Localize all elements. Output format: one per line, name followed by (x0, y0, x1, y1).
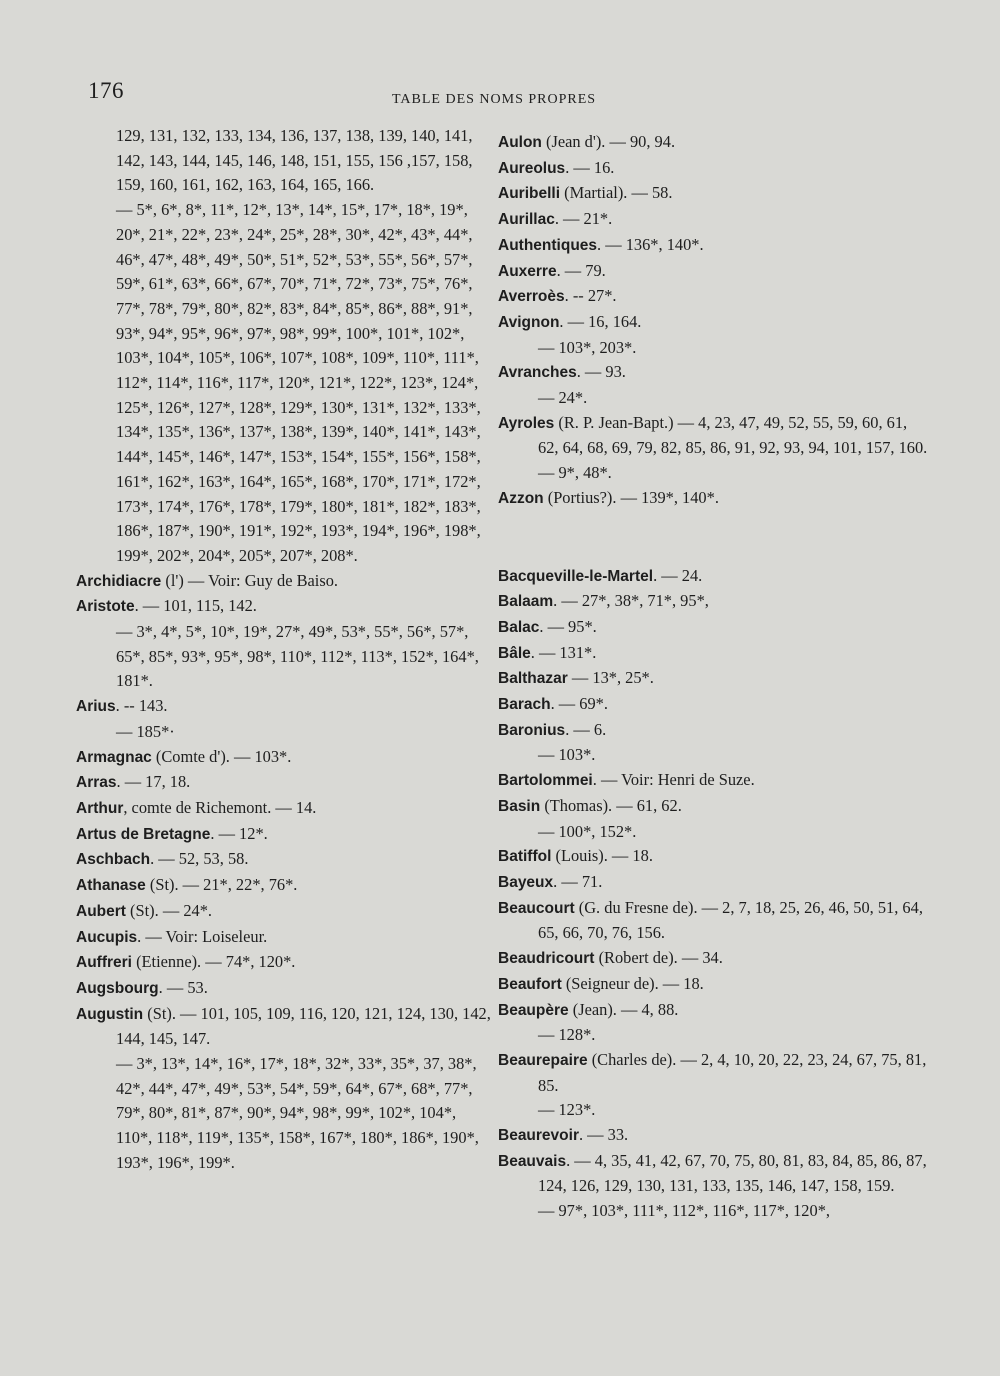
entry-references: (Jean). — 4, 88. (568, 999, 679, 1019)
entry-references: . — Voir: Henri de Suze. (592, 770, 755, 790)
entry-references: (St). — 101, 105, 109, 116, 120, 121, 124, 130, 142, 144, 145, 147. (116, 1003, 491, 1049)
entry-references: . — 95*. (539, 616, 597, 636)
index-entry (498, 1123, 928, 1149)
index-continuation (498, 461, 928, 486)
index-entry (498, 972, 928, 998)
index-entry (498, 207, 928, 233)
entry-references: — 100*, 152*. (538, 821, 637, 841)
entry-references: . — 21*. (554, 209, 613, 229)
entry-headword: Aristote (76, 598, 135, 616)
index-entry (76, 796, 496, 822)
entry-references: — 185*· (116, 721, 175, 741)
index-continuation (498, 743, 928, 768)
entry-headword: Azzon (498, 489, 544, 507)
entry-references: . — 53. (158, 977, 208, 997)
entry-references: (Charles de). — 2, 4, 10, 20, 22, 23, 24, 67, 75, 81, 85. (538, 1049, 927, 1095)
entry-headword: Artus de Bretagne (76, 825, 211, 843)
entry-references: . -- 143. (115, 696, 168, 716)
entry-references: — 103*. (538, 745, 596, 765)
entry-headword: Beaurepaire (498, 1051, 588, 1069)
index-entry (498, 718, 928, 744)
entry-headword: Aulon (498, 134, 542, 151)
index-continuation (76, 620, 496, 694)
entry-headword: Beaufort (498, 975, 562, 993)
index-continuation (498, 336, 928, 361)
running-head: TABLE DES NOMS PROPRES (392, 92, 597, 107)
index-continuation (498, 1199, 928, 1224)
index-entry (76, 770, 496, 796)
index-entry (498, 181, 928, 207)
index-entry (76, 569, 496, 595)
entry-references: . — 131*. (530, 642, 597, 662)
index-entry (498, 284, 928, 310)
entry-references: (Robert de). — 34. (594, 948, 723, 968)
index-entry (76, 1002, 496, 1052)
index-column-right (498, 130, 928, 1224)
entry-references: . — Voir: Loiseleur. (137, 926, 268, 946)
entry-references: — 128*. (538, 1025, 596, 1045)
index-entry (498, 486, 928, 512)
entry-headword: Bayeux (498, 873, 554, 891)
index-entry (76, 899, 496, 925)
index-entry (498, 360, 928, 386)
entry-headword: Armagnac (76, 748, 152, 766)
index-entry (76, 847, 496, 873)
entry-references: (Jean d'). — 90, 94. (541, 132, 676, 151)
entry-headword: Beauvais (498, 1152, 567, 1170)
entry-references: (Comte d'). — 103*. (151, 746, 292, 766)
entry-references: (l') — Voir: Guy de Baiso. (161, 570, 339, 590)
index-entry (76, 976, 496, 1002)
entry-references: — 3*, 13*, 14*, 16*, 17*, 18*, 32*, 33*, 35*, 37, 38*, 42*, 44*, 47*, 49*, 53*, 54*, 59*, 64*, 67*, 68*, 77*, 79*, 80*, 81*, 87*, 90*, 94*, 98*, 99*, 102*, 104*, 110*, 118*, 119*, 135*, 158*, 167*, 180*, 186*, 190*, 193*, 196*, 199*. (116, 1054, 479, 1172)
entry-headword: Aschbach (76, 851, 151, 869)
entry-references: . — 33. (578, 1125, 629, 1145)
entry-references: (Seigneur de). — 18. (561, 973, 704, 993)
entry-references: (Etienne). — 74*, 120*. (131, 952, 296, 972)
index-column-left (76, 124, 496, 1176)
entry-headword: Archidiacre (76, 572, 162, 590)
index-entry (498, 259, 928, 285)
index-continuation (498, 820, 928, 845)
entry-references: (Thomas). — 61, 62. (540, 795, 682, 815)
entry-headword: Bacqueville-le-Martel (498, 567, 654, 585)
index-entry (498, 130, 928, 156)
entry-headword: Batiffol (498, 848, 552, 866)
index-continuation (498, 386, 928, 411)
entry-headword: Balthazar (498, 670, 568, 688)
index-entry (498, 870, 928, 896)
index-entry (76, 694, 496, 720)
entry-references: — 24*. (538, 388, 588, 408)
index-entry (76, 745, 496, 771)
entry-references: . — 101, 115, 142. (134, 596, 257, 616)
index-entry (498, 692, 928, 718)
entry-references: — 9*, 48*. (538, 463, 612, 483)
entry-references: (St). — 24*. (125, 900, 213, 920)
entry-references: (G. du Fresne de). — 2, 7, 18, 25, 26, 46, 50, 51, 64, 65, 66, 70, 76, 156. (538, 897, 923, 943)
index-entry (498, 411, 928, 461)
entry-references: . — 27*, 38*, 71*, 95*, (553, 591, 709, 611)
entry-headword: Aubert (76, 902, 126, 920)
entry-headword: Beaurevoir (498, 1127, 579, 1145)
entry-headword: Authentiques (498, 236, 598, 254)
index-entry (76, 925, 496, 951)
entry-headword: Basin (498, 797, 541, 815)
entry-headword: Aureolus (498, 159, 566, 177)
entry-references: (St). — 21*, 22*, 76*. (145, 875, 298, 895)
index-entry (76, 873, 496, 899)
entry-headword: Beaucourt (498, 899, 575, 917)
index-entry (498, 844, 928, 870)
entry-headword: Auxerre (498, 262, 557, 280)
index-entry (498, 564, 928, 590)
entry-headword: Averroès (498, 288, 565, 306)
entry-references: — 13*, 25*. (567, 668, 654, 688)
entry-headword: Beaudricourt (498, 950, 595, 968)
index-entry (76, 822, 496, 848)
entry-references: . — 4, 35, 41, 42, 67, 70, 75, 80, 81, 83, 84, 85, 86, 87, 124, 126, 129, 130, 131, 133, 135, 146, 147, 158, 159. (538, 1150, 927, 1196)
index-entry (498, 1048, 928, 1098)
entry-references: . — 136*, 140*. (597, 234, 704, 254)
entry-headword: Aurillac (498, 211, 555, 229)
entry-references: . — 12*. (210, 823, 268, 843)
entry-headword: Augsbourg (76, 979, 159, 997)
entry-headword: Balac (498, 618, 540, 636)
entry-references: . — 17, 18. (116, 772, 191, 792)
index-continuation (76, 198, 496, 569)
entry-references: 129, 131, 132, 133, 134, 136, 137, 138, 139, 140, 141, 142, 143, 144, 145, 146, 148, 151, 155, 156 ,157, 158, 159, 160, 161, 162, 163, 164, 165, 166. (116, 126, 473, 195)
entry-references: . — 79. (556, 260, 606, 280)
entry-references: . -- 27*. (564, 286, 617, 306)
index-entry (498, 615, 928, 641)
index-entry (498, 1149, 928, 1199)
entry-references: (Portius?). — 139*, 140*. (543, 487, 719, 507)
entry-references: . — 6. (565, 719, 607, 739)
entry-references: — 3*, 4*, 5*, 10*, 19*, 27*, 49*, 53*, 55*, 56*, 57*, 65*, 85*, 93*, 95*, 98*, 110*, 112*, 113*, 152*, 164*, 181*. (116, 622, 479, 691)
entry-references: (Louis). — 18. (551, 846, 653, 866)
index-entry (498, 998, 928, 1024)
entry-references: . — 69*. (550, 694, 608, 714)
index-continuation (76, 720, 496, 745)
entry-references: . — 16. (565, 157, 615, 177)
entry-headword: Auffreri (76, 954, 132, 972)
entry-references: (R. P. Jean-Bapt.) — 4, 23, 47, 49, 52, 55, 59, 60, 61, 62, 64, 68, 69, 79, 82, 85, 86, 91, 92, 93, 94, 101, 157, 160. (538, 412, 928, 458)
index-entry (498, 233, 928, 259)
entry-headword: Aucupis (76, 928, 138, 946)
entry-headword: Arras (76, 774, 117, 792)
index-entry (498, 666, 928, 692)
entry-headword: Barach (498, 696, 551, 714)
entry-references: — 5*, 6*, 8*, 11*, 12*, 13*, 14*, 15*, 17*, 18*, 19*, 20*, 21*, 22*, 23*, 24*, 25*, 28*, 30*, 42*, 43*, 44*, 46*, 47*, 48*, 49*, 50*, 51*, 52*, 53*, 55*, 56*, 57*, 59*, 61*, 63*, 66*, 67*, 70*, 71*, 72*, 73*, 75*, 76*, 77*, 78*, 79*, 80*, 82*, 83*, 84*, 85*, 86*, 88*, 91*, 93*, 94*, 95*, 96*, 97*, 98*, 99*, 100*, 101*, 102*, 103*, 104*, 105*, 106*, 107*, 108*, 109*, 110*, 111*, 112*, 114*, 116*, 117*, 120*, 121*, 122*, 123*, 124*, 125*, 126*, 127*, 128*, 129*, 130*, 131*, 132*, 133*, 134*, 135*, 136*, 137*, 138*, 139*, 140*, 141*, 143*, 144*, 145*, 146*, 147*, 153*, 154*, 155*, 156*, 158*, 161*, 162*, 163*, 164*, 165*, 168*, 170*, 171*, 172*, 173*, 174*, 176*, 178*, 179*, 180*, 181*, 182*, 183*, 186*, 187*, 190*, 191*, 192*, 193*, 194*, 196*, 198*, 199*, 202*, 204*, 205*, 207*, 208*. (116, 200, 481, 565)
entry-headword: Augustin (76, 1005, 144, 1023)
index-continuation (498, 1023, 928, 1048)
index-entry (498, 946, 928, 972)
index-continuation (498, 1098, 928, 1123)
index-continuation (76, 1052, 496, 1176)
entry-headword: Avignon (498, 313, 560, 331)
entry-headword: Baronius (498, 721, 566, 739)
entry-headword: Bartolommei (498, 772, 593, 790)
index-entry (76, 594, 496, 620)
entry-references: — 97*, 103*, 111*, 112*, 116*, 117*, 120*, (538, 1201, 830, 1221)
index-entry (76, 950, 496, 976)
entry-references: (Martial). — 58. (560, 183, 673, 203)
entry-references: . — 16, 164. (559, 311, 642, 331)
entry-headword: Beaupère (498, 1001, 569, 1019)
entry-references: . — 24. (653, 565, 703, 585)
entry-headword: Ayroles (498, 414, 555, 432)
index-entry (498, 310, 928, 336)
entry-references: , comte de Richemont. — 14. (123, 797, 317, 817)
index-entry (498, 156, 928, 182)
index-entry (498, 589, 928, 615)
index-continuation (76, 124, 496, 198)
index-entry (498, 794, 928, 820)
entry-headword: Arthur (76, 799, 124, 817)
entry-headword: Balaam (498, 593, 554, 611)
entry-headword: Arius (76, 698, 116, 716)
entry-references: — 123*. (538, 1100, 596, 1120)
entry-headword: Athanase (76, 877, 146, 895)
index-entry (498, 768, 928, 794)
index-entry (498, 896, 928, 946)
entry-references: . — 52, 53, 58. (150, 849, 249, 869)
entry-references: . — 71. (553, 871, 603, 891)
entry-headword: Avranches (498, 364, 577, 382)
entry-references: . — 93. (576, 362, 626, 382)
page-number: 176 (88, 78, 124, 103)
section-gap (498, 512, 928, 564)
index-entry (498, 641, 928, 667)
entry-headword: Bâle (498, 644, 531, 662)
entry-headword: Auribelli (498, 185, 561, 203)
entry-references: — 103*, 203*. (538, 337, 637, 357)
